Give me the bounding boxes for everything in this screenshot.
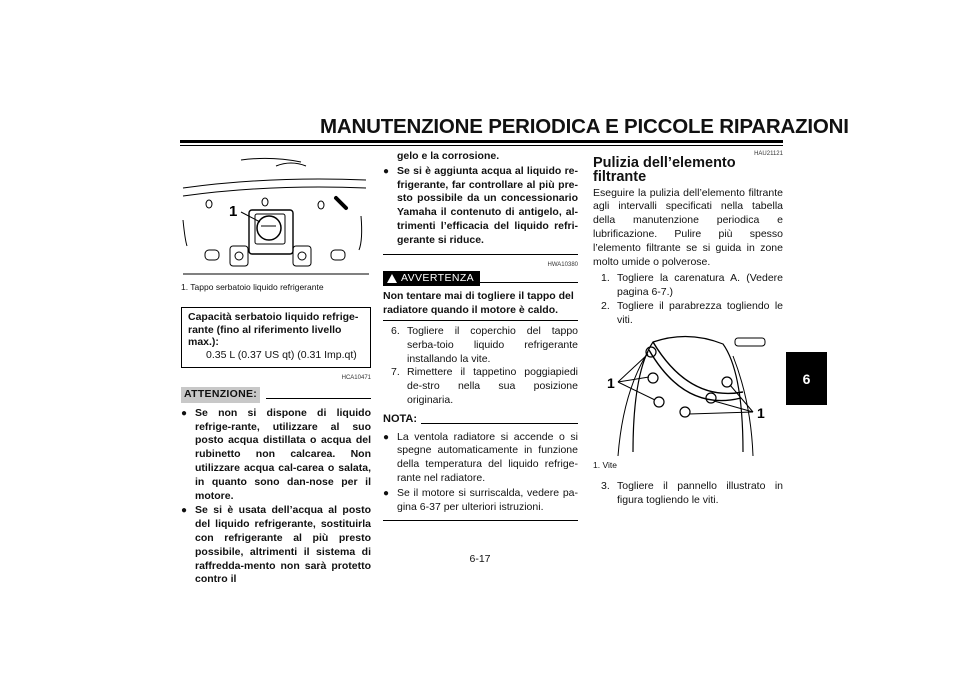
steps-list	[593, 480, 783, 508]
step-number: 3.	[601, 480, 610, 493]
step-text: Togliere il coperchio del tappo serba-toio liquido refrigerante installando la vite.	[407, 324, 578, 365]
step-item	[593, 300, 783, 328]
figure-caption: 1. Tappo serbatoio liquido refrigerante	[181, 282, 324, 292]
step-text: Rimettere il tappetino poggiapiedi de-stro nella sua posizione originaria.	[407, 366, 578, 406]
warning-header	[383, 271, 578, 287]
spec-value: 0.35 L (0.37 US qt) (0.31 Imp.qt)	[206, 349, 357, 362]
note-item: ● La ventola radiatore si accende o si spegne automaticamente in funzione della temperatura del liquido refrige-rante nel radiatore.	[383, 431, 578, 486]
chapter-tab: 6	[786, 352, 827, 405]
attention-list-cont	[383, 165, 578, 248]
note-item: ● Se il motore si surriscalda, vedere pa-gina 6-37 per ulteriori istruzioni.	[383, 487, 578, 515]
figure-callout-right: 1	[757, 404, 765, 421]
capacity-spec-box	[181, 307, 371, 368]
intro-paragraph: Eseguire la pulizia dell’elemento filtrante agli intervalli specificati nella tabella della manutenzione periodica e lubrificazione. Pulire più spesso l’elemento filtrante se si guida in zone molto umide o polverose.	[593, 186, 783, 268]
note-label: NOTA:	[383, 412, 418, 425]
section-rule	[383, 520, 578, 521]
step-text: Togliere il pannello illustrato in figura togliendo le viti.	[617, 480, 783, 507]
step-item	[383, 325, 578, 366]
attention-item: ● Se si è usata dell’acqua al posto del liquido refrigerante, sostituirla con refrigerante al più presto possibile, altrimenti il sistema di raffredda-mento non sarà protetto contro il	[181, 504, 371, 587]
windshield-figure	[593, 332, 783, 456]
spec-title: Capacità serbatoio liquido refrige-rante (fino al riferimento livello max.):	[188, 310, 359, 349]
attention-rule	[266, 398, 371, 399]
step-number: 2.	[601, 299, 610, 312]
warning-triangle-icon	[387, 274, 397, 283]
page-number: 6-17	[469, 553, 491, 565]
step-item	[383, 366, 578, 407]
note-list	[383, 431, 578, 515]
windshield-screws-illustration	[593, 332, 783, 456]
column-left	[181, 150, 371, 588]
step-text: Togliere il parabrezza togliendo le viti.	[617, 299, 783, 326]
step-item	[593, 272, 783, 300]
attention-header	[181, 387, 371, 403]
warning-text: Non tentare mai di togliere il tappo del radiatore quando il motore è caldo.	[383, 290, 574, 317]
steps-list	[593, 272, 783, 327]
step-number: 7.	[391, 366, 400, 379]
column-middle	[383, 150, 578, 525]
attention-item: ● Se non si dispone di liquido refrige-rante, utilizzare al suo posto acqua distillata o acqua del rubinetto non calcarea. Non utilizzare acqua cal-carea o salata, in quanto sono dan-nose per il motore.	[181, 407, 371, 504]
attention-label: ATTENZIONE:	[181, 387, 260, 403]
reference-code: HAU21121	[754, 151, 783, 157]
warning-rule	[480, 282, 578, 283]
section-rule	[383, 254, 578, 255]
page-header-title: MANUTENZIONE PERIODICA E PICCOLE RIPARAZIONI	[320, 115, 849, 138]
note-header	[383, 413, 578, 427]
coolant-reservoir-figure	[181, 150, 371, 278]
attention-list	[181, 407, 371, 587]
header-rule-thin	[180, 145, 783, 146]
section-title: Pulizia dell’elemento filtrante	[593, 155, 736, 185]
figure-caption: 1. Vite	[593, 459, 617, 470]
coolant-cap-illustration	[181, 150, 371, 278]
figure-callout-left: 1	[607, 374, 615, 391]
attention-continuation: gelo e la corrosione.	[397, 150, 500, 162]
header-rule	[180, 140, 783, 143]
column-right	[593, 150, 783, 508]
reference-code: HWA10380	[547, 261, 578, 268]
step-number: 1.	[601, 272, 610, 285]
step-text: Togliere la carenatura A. (Vedere pagina 6-7.)	[617, 272, 783, 299]
attention-item: ● Se si è aggiunta acqua al liquido re-frigerante, far controllare al più pre-sto possibile da un concessionario Yamaha il contenuto di antigelo, al-trimenti l’efficacia del liquido refri-gerante si riduce.	[383, 165, 578, 248]
step-item	[593, 480, 783, 508]
figure-callout: 1	[229, 203, 238, 220]
steps-list	[383, 325, 578, 408]
section-rule	[383, 320, 578, 321]
reference-code: HCA10471	[341, 374, 371, 381]
warning-label-text: AVVERTENZA	[401, 271, 475, 284]
note-rule	[421, 423, 578, 424]
warning-label	[383, 271, 480, 287]
step-number: 6.	[391, 324, 400, 337]
